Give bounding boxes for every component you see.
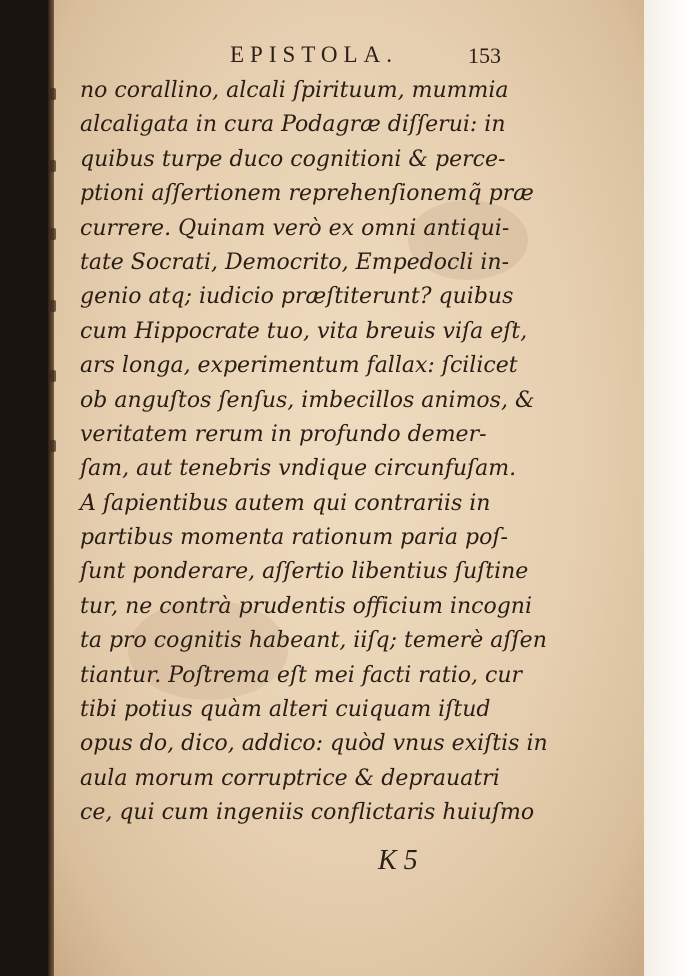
text-line: tibi potius quàm alteri cuiquam iſtud xyxy=(80,697,491,723)
scan-margin xyxy=(644,0,690,976)
text-line: ars longa, experimentum fallax: ſcilicet xyxy=(80,353,518,379)
text-line: tate Socrati, Democrito, Empedocli in- xyxy=(80,249,510,275)
bleed-through-mark xyxy=(50,440,56,452)
gutter-edge xyxy=(48,0,54,976)
page-number: 153 xyxy=(468,43,501,68)
signature-mark: K 5 xyxy=(378,845,418,876)
running-title: EPISTOLA. xyxy=(230,42,398,67)
text-line: ce, qui cum ingeniis conflictaris huiuſmo xyxy=(80,800,535,826)
text-line: opus do, dico, addico: quòd vnus exiſtis in xyxy=(80,731,548,757)
text-line: currere. Quinam verò ex omni antiqui- xyxy=(80,215,510,241)
bleed-through-mark xyxy=(50,228,56,240)
text-line: partibus momenta rationum paria poſ- xyxy=(80,525,508,551)
text-line: cum Hippocrate tuo, vita breuis viſa eſt, xyxy=(80,318,528,344)
text-line: veritatem rerum in profundo demer- xyxy=(80,421,487,447)
text-line: tiantur. Poſtrema eſt mei facti ratio, cur xyxy=(80,662,523,688)
text-line: ptioni aſſertionem reprehenſionemq̃ præ xyxy=(80,181,534,207)
text-line: quibus turpe duco cognitioni & perce- xyxy=(80,146,506,172)
text-line: ob anguſtos ſenſus, imbecillos animos, & xyxy=(80,387,535,413)
bleed-through-mark xyxy=(50,300,56,312)
text-line: no corallino, alcali ſpirituum, mummia xyxy=(80,78,509,103)
bleed-through-mark xyxy=(50,370,56,382)
text-line: ta pro cognitis habeant, iiſq; temerè aſſen xyxy=(80,628,547,654)
text-line: alcaligata in cura Podagræ diſſerui: in xyxy=(80,112,506,138)
text-line: genio atq; iudicio præſtiterunt? quibus xyxy=(80,284,514,310)
text-line: aula morum corruptrice & deprauatri xyxy=(80,765,500,791)
text-line: ſunt ponderare, aſſertio libentius ſuſtine xyxy=(80,559,529,585)
body-text xyxy=(80,74,550,831)
bleed-through-mark xyxy=(50,160,56,172)
book-page xyxy=(48,0,644,976)
text-line: ſam, aut tenebris vndique circunfuſam. xyxy=(80,456,517,482)
text-line: A ſapientibus autem qui contrariis in xyxy=(80,490,491,516)
text-line: tur, ne contrà prudentis officium incogni xyxy=(80,593,532,619)
bleed-through-mark xyxy=(50,88,56,100)
